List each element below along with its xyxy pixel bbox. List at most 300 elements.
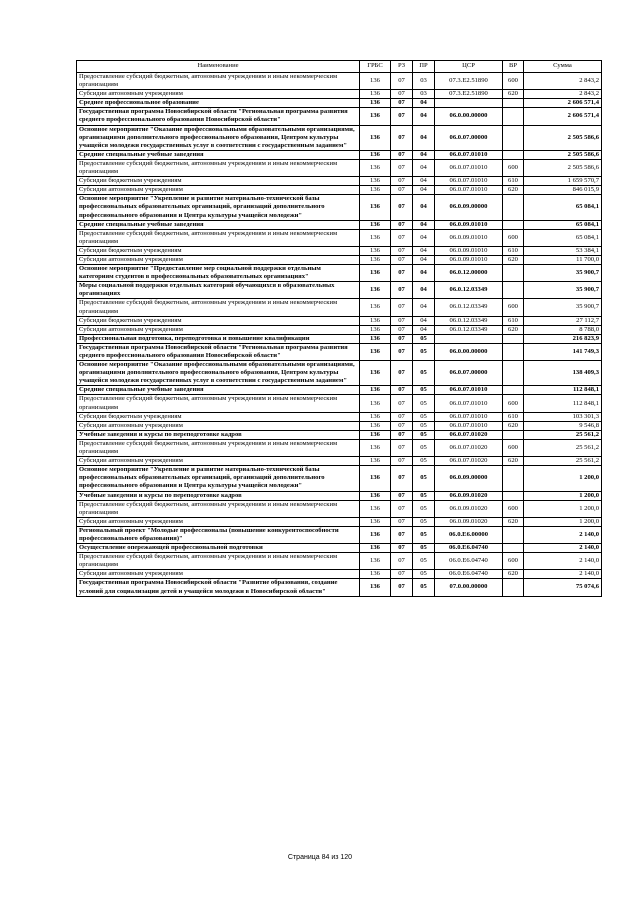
row-csr: 06.0.07.00000 [435,361,503,386]
row-vr: 620 [503,457,524,466]
row-grbs: 136 [360,439,391,456]
row-rz: 07 [391,195,413,220]
header-name: Наименование [77,61,360,73]
row-grbs: 136 [360,255,391,264]
row-rz: 07 [391,500,413,517]
table-row [77,386,602,395]
row-rz: 07 [391,177,413,186]
row-pr: 04 [413,108,435,125]
row-vr [503,150,524,159]
row-grbs: 136 [360,220,391,229]
row-rz: 07 [391,439,413,456]
row-name: Субсидии автономным учреждениям [77,186,360,195]
row-rz: 07 [391,491,413,500]
row-grbs: 136 [360,579,391,596]
row-pr: 05 [413,457,435,466]
budget-table [76,60,602,597]
row-vr: 620 [503,186,524,195]
table-row [77,579,602,596]
row-rz: 07 [391,229,413,246]
row-vr: 600 [503,553,524,570]
row-vr [503,526,524,543]
row-csr: 06.0.12.03349 [435,316,503,325]
row-rz: 07 [391,544,413,553]
row-csr: 06.0.07.01010 [435,150,503,159]
row-grbs: 136 [360,195,391,220]
row-csr: 06.0.09.01010 [435,255,503,264]
row-csr: 06.0.07.01010 [435,159,503,176]
row-name: Осуществление опережающей профессиональной подготовки [77,544,360,553]
row-sum: 75 074,6 [524,579,602,596]
row-pr: 03 [413,73,435,90]
row-grbs: 136 [360,150,391,159]
row-csr: 06.0.07.01010 [435,395,503,412]
row-grbs: 136 [360,108,391,125]
row-name: Основное мероприятие "Предоставление мер социальной поддержки отдельным категориям студентов в профессиональных образовательных организациях" [77,265,360,282]
row-csr: 07.3.E2.51890 [435,90,503,99]
row-grbs: 136 [360,316,391,325]
row-vr [503,108,524,125]
row-grbs: 136 [360,282,391,299]
row-grbs: 136 [360,386,391,395]
row-vr: 600 [503,73,524,90]
row-rz: 07 [391,395,413,412]
row-pr: 05 [413,421,435,430]
row-sum: 2 505 586,6 [524,125,602,150]
row-vr [503,99,524,108]
row-pr: 03 [413,90,435,99]
row-vr [503,466,524,491]
row-sum: 1 200,0 [524,517,602,526]
row-rz: 07 [391,412,413,421]
row-rz: 07 [391,246,413,255]
row-pr: 05 [413,395,435,412]
row-pr: 05 [413,579,435,596]
row-pr: 05 [413,334,435,343]
row-vr: 610 [503,246,524,255]
row-sum: 25 561,2 [524,439,602,456]
row-pr: 04 [413,159,435,176]
row-vr [503,430,524,439]
row-sum: 2 606 571,4 [524,108,602,125]
row-sum: 8 788,0 [524,325,602,334]
row-grbs: 136 [360,553,391,570]
row-name: Субсидии автономным учреждениям [77,90,360,99]
table-row [77,553,602,570]
row-name: Государственная программа Новосибирской области "Региональная программа развития среднего профессионального образования Новосибирской области" [77,343,360,360]
row-grbs: 136 [360,526,391,543]
row-csr: 06.0.E6.04740 [435,553,503,570]
row-name: Предоставление субсидий бюджетным, автономным учреждениям и иным некоммерческим организациям [77,439,360,456]
row-csr [435,334,503,343]
row-sum: 11 700,0 [524,255,602,264]
row-name: Предоставление субсидий бюджетным, автономным учреждениям и иным некоммерческим организациям [77,553,360,570]
row-rz: 07 [391,159,413,176]
row-rz: 07 [391,457,413,466]
row-sum: 2 140,0 [524,570,602,579]
row-sum: 1 200,0 [524,491,602,500]
row-sum: 2 505 586,6 [524,159,602,176]
row-rz: 07 [391,553,413,570]
row-name: Субсидии автономным учреждениям [77,570,360,579]
row-csr: 06.0.07.01010 [435,386,503,395]
row-name: Региональный проект "Молодые профессионалы (повышение конкурентоспособности профессионального образования)" [77,526,360,543]
row-vr: 620 [503,421,524,430]
row-vr [503,265,524,282]
row-sum: 103 301,3 [524,412,602,421]
row-sum: 9 546,8 [524,421,602,430]
row-csr: 06.0.09.01010 [435,220,503,229]
row-vr: 600 [503,299,524,316]
row-sum: 65 084,1 [524,195,602,220]
row-grbs: 136 [360,430,391,439]
row-csr: 06.0.09.01020 [435,491,503,500]
row-rz: 07 [391,570,413,579]
row-pr: 04 [413,177,435,186]
row-pr: 05 [413,386,435,395]
row-grbs: 136 [360,246,391,255]
row-vr [503,544,524,553]
table-row [77,412,602,421]
row-pr: 05 [413,343,435,360]
row-vr [503,334,524,343]
header-sum: Сумма [524,61,602,73]
row-pr: 05 [413,544,435,553]
row-csr: 06.0.09.01010 [435,246,503,255]
row-csr: 06.0.E6.04740 [435,570,503,579]
row-sum: 1 659 570,7 [524,177,602,186]
row-grbs: 136 [360,544,391,553]
row-rz: 07 [391,361,413,386]
row-sum: 2 843,2 [524,90,602,99]
row-sum: 112 848,1 [524,386,602,395]
table-row [77,108,602,125]
row-grbs: 136 [360,500,391,517]
row-name: Субсидии автономным учреждениям [77,325,360,334]
row-name: Субсидии автономным учреждениям [77,255,360,264]
header-rz: РЗ [391,61,413,73]
row-grbs: 136 [360,457,391,466]
table-row [77,439,602,456]
table-body [77,73,602,597]
row-vr [503,220,524,229]
header-pr: ПР [413,61,435,73]
row-rz: 07 [391,517,413,526]
row-csr: 06.0.00.00000 [435,343,503,360]
table-row [77,325,602,334]
row-pr: 05 [413,526,435,543]
row-pr: 04 [413,299,435,316]
row-pr: 05 [413,412,435,421]
row-grbs: 136 [360,343,391,360]
row-grbs: 136 [360,125,391,150]
row-pr: 04 [413,325,435,334]
row-csr: 06.0.09.00000 [435,466,503,491]
table-row [77,195,602,220]
row-sum: 65 084,1 [524,220,602,229]
table-header-row [77,61,602,73]
table-row [77,255,602,264]
row-name: Предоставление субсидий бюджетным, автономным учреждениям и иным некоммерческим организациям [77,500,360,517]
row-pr: 04 [413,99,435,108]
table-row [77,150,602,159]
row-csr: 07.3.E2.51890 [435,73,503,90]
row-rz: 07 [391,220,413,229]
row-pr: 05 [413,517,435,526]
row-csr: 06.0.12.03349 [435,325,503,334]
row-sum: 35 900,7 [524,299,602,316]
row-name: Профессиональная подготовка, переподготовка и повышение квалификации [77,334,360,343]
row-rz: 07 [391,282,413,299]
table-row [77,90,602,99]
row-name: Среднее профессиональное образование [77,99,360,108]
row-csr: 06.0.09.01010 [435,229,503,246]
row-sum: 53 384,1 [524,246,602,255]
row-csr [435,99,503,108]
row-csr: 06.0.07.01020 [435,457,503,466]
row-pr: 04 [413,316,435,325]
row-name: Основное мероприятие "Укрепление и развитие материально-технической базы профессиональных образовательных организаций, организаций дополнительного профессионального образования и Центра культуры учащейся молодежи" [77,195,360,220]
table-row [77,517,602,526]
row-sum: 2 140,0 [524,526,602,543]
row-rz: 07 [391,430,413,439]
table-row [77,177,602,186]
row-vr: 620 [503,517,524,526]
row-csr: 06.0.00.00000 [435,108,503,125]
row-name: Субсидии автономным учреждениям [77,517,360,526]
row-pr: 04 [413,265,435,282]
table-row [77,421,602,430]
table-row [77,229,602,246]
table-row [77,491,602,500]
row-csr: 06.0.E6.00000 [435,526,503,543]
row-name: Меры социальной поддержки отдельных категорий обучающихся в образовательных организациях [77,282,360,299]
row-name: Учебные заведения и курсы по переподготовке кадров [77,430,360,439]
table-row [77,430,602,439]
row-rz: 07 [391,255,413,264]
row-grbs: 136 [360,265,391,282]
row-name: Средние специальные учебные заведения [77,150,360,159]
row-rz: 07 [391,299,413,316]
table-row [77,73,602,90]
row-sum: 25 561,2 [524,457,602,466]
row-vr: 600 [503,159,524,176]
row-vr [503,125,524,150]
row-rz: 07 [391,421,413,430]
row-sum: 65 084,1 [524,229,602,246]
row-name: Предоставление субсидий бюджетным, автономным учреждениям и иным некоммерческим организациям [77,395,360,412]
row-rz: 07 [391,99,413,108]
row-pr: 04 [413,150,435,159]
table-row [77,334,602,343]
budget-table-page [76,60,601,597]
row-vr: 620 [503,90,524,99]
row-grbs: 136 [360,491,391,500]
row-name: Предоставление субсидий бюджетным, автономным учреждениям и иным некоммерческим организациям [77,299,360,316]
row-rz: 07 [391,108,413,125]
row-vr [503,386,524,395]
row-pr: 05 [413,430,435,439]
row-csr: 06.0.09.01020 [435,517,503,526]
row-name: Предоставление субсидий бюджетным, автономным учреждениям и иным некоммерческим организациям [77,229,360,246]
row-pr: 04 [413,186,435,195]
row-pr: 05 [413,491,435,500]
row-grbs: 136 [360,159,391,176]
row-vr [503,282,524,299]
table-row [77,159,602,176]
row-vr: 600 [503,500,524,517]
row-sum: 2 140,0 [524,553,602,570]
row-name: Средние специальные учебные заведения [77,386,360,395]
table-row [77,457,602,466]
row-grbs: 136 [360,229,391,246]
row-csr: 06.0.07.01010 [435,177,503,186]
row-vr: 600 [503,395,524,412]
row-pr: 04 [413,282,435,299]
row-pr: 04 [413,255,435,264]
row-sum: 216 823,9 [524,334,602,343]
row-grbs: 136 [360,412,391,421]
row-vr [503,361,524,386]
table-row [77,361,602,386]
row-pr: 04 [413,125,435,150]
row-vr [503,579,524,596]
row-rz: 07 [391,334,413,343]
row-name: Субсидии бюджетным учреждениям [77,177,360,186]
row-rz: 07 [391,90,413,99]
row-pr: 05 [413,466,435,491]
row-csr: 07.0.00.00000 [435,579,503,596]
row-vr [503,343,524,360]
row-name: Субсидии бюджетным учреждениям [77,246,360,255]
row-csr: 06.0.12.00000 [435,265,503,282]
table-row [77,526,602,543]
row-sum: 112 848,1 [524,395,602,412]
row-rz: 07 [391,579,413,596]
row-rz: 07 [391,386,413,395]
row-rz: 07 [391,466,413,491]
row-grbs: 136 [360,186,391,195]
row-name: Предоставление субсидий бюджетным, автономным учреждениям и иным некоммерческим организациям [77,73,360,90]
row-grbs: 136 [360,325,391,334]
header-vr: ВР [503,61,524,73]
table-row [77,282,602,299]
row-rz: 07 [391,125,413,150]
row-name: Субсидии автономным учреждениям [77,457,360,466]
row-grbs: 136 [360,421,391,430]
row-name: Основное мероприятие "Оказание профессиональными образовательными организациями, организациями дополнительного профессионального образования, Центром культуры учащейся молодежи государственных услуг в соответствии с государственным заданием" [77,361,360,386]
header-grbs: ГРБС [360,61,391,73]
table-row [77,395,602,412]
row-rz: 07 [391,73,413,90]
row-grbs: 136 [360,466,391,491]
row-vr: 610 [503,177,524,186]
row-pr: 04 [413,229,435,246]
header-csr: ЦСР [435,61,503,73]
row-name: Субсидии бюджетным учреждениям [77,412,360,421]
row-grbs: 136 [360,395,391,412]
row-vr: 620 [503,325,524,334]
row-sum: 25 561,2 [524,430,602,439]
row-sum: 141 749,3 [524,343,602,360]
row-csr: 06.0.E6.04740 [435,544,503,553]
row-pr: 04 [413,195,435,220]
row-sum: 846 015,9 [524,186,602,195]
row-vr: 620 [503,570,524,579]
row-sum: 35 900,7 [524,282,602,299]
row-vr: 600 [503,439,524,456]
row-rz: 07 [391,325,413,334]
row-pr: 05 [413,361,435,386]
row-pr: 05 [413,570,435,579]
row-rz: 07 [391,150,413,159]
table-row [77,220,602,229]
row-vr: 610 [503,316,524,325]
table-row [77,265,602,282]
row-rz: 07 [391,316,413,325]
row-grbs: 136 [360,73,391,90]
row-vr: 610 [503,412,524,421]
table-row [77,246,602,255]
row-grbs: 136 [360,299,391,316]
row-csr: 06.0.07.01020 [435,439,503,456]
table-row [77,466,602,491]
row-sum: 2 140,0 [524,544,602,553]
row-vr: 600 [503,229,524,246]
row-name: Основное мероприятие "Оказание профессиональными образовательными организациями, организациями дополнительного профессионального образования, Центром культуры учащейся молодежи государственных услуг в соответствии с государственным заданием" [77,125,360,150]
row-csr: 06.0.09.01020 [435,500,503,517]
row-pr: 05 [413,500,435,517]
row-vr [503,491,524,500]
row-name: Субсидии автономным учреждениям [77,421,360,430]
row-name: Государственная программа Новосибирской области "Региональная программа развития среднего профессионального образования Новосибирской области" [77,108,360,125]
row-grbs: 136 [360,90,391,99]
row-vr: 620 [503,255,524,264]
table-row [77,99,602,108]
row-pr: 04 [413,220,435,229]
row-name: Государственная программа Новосибирской области "Развитие образования, создание условий для социализации детей и учащейся молодежи в Новосибирской области" [77,579,360,596]
row-name: Предоставление субсидий бюджетным, автономным учреждениям и иным некоммерческим организациям [77,159,360,176]
page-number: Страница 84 из 120 [287,854,353,861]
row-pr: 05 [413,439,435,456]
row-sum: 2 505 586,6 [524,150,602,159]
row-csr: 06.0.12.03349 [435,299,503,316]
row-csr: 06.0.07.01010 [435,186,503,195]
row-grbs: 136 [360,177,391,186]
row-pr: 05 [413,553,435,570]
row-grbs: 136 [360,517,391,526]
row-grbs: 136 [360,334,391,343]
table-row [77,125,602,150]
row-csr: 06.0.07.01020 [435,430,503,439]
row-name: Средние специальные учебные заведения [77,220,360,229]
row-vr [503,195,524,220]
table-row [77,299,602,316]
row-sum: 2 843,2 [524,73,602,90]
row-rz: 07 [391,343,413,360]
row-sum: 138 409,3 [524,361,602,386]
row-grbs: 136 [360,570,391,579]
row-name: Субсидии бюджетным учреждениям [77,316,360,325]
table-row [77,343,602,360]
row-name: Учебные заведения и курсы по переподготовке кадров [77,491,360,500]
row-sum: 1 200,0 [524,466,602,491]
row-csr: 06.0.09.00000 [435,195,503,220]
table-row [77,186,602,195]
table-row [77,316,602,325]
row-pr: 04 [413,246,435,255]
table-row [77,544,602,553]
